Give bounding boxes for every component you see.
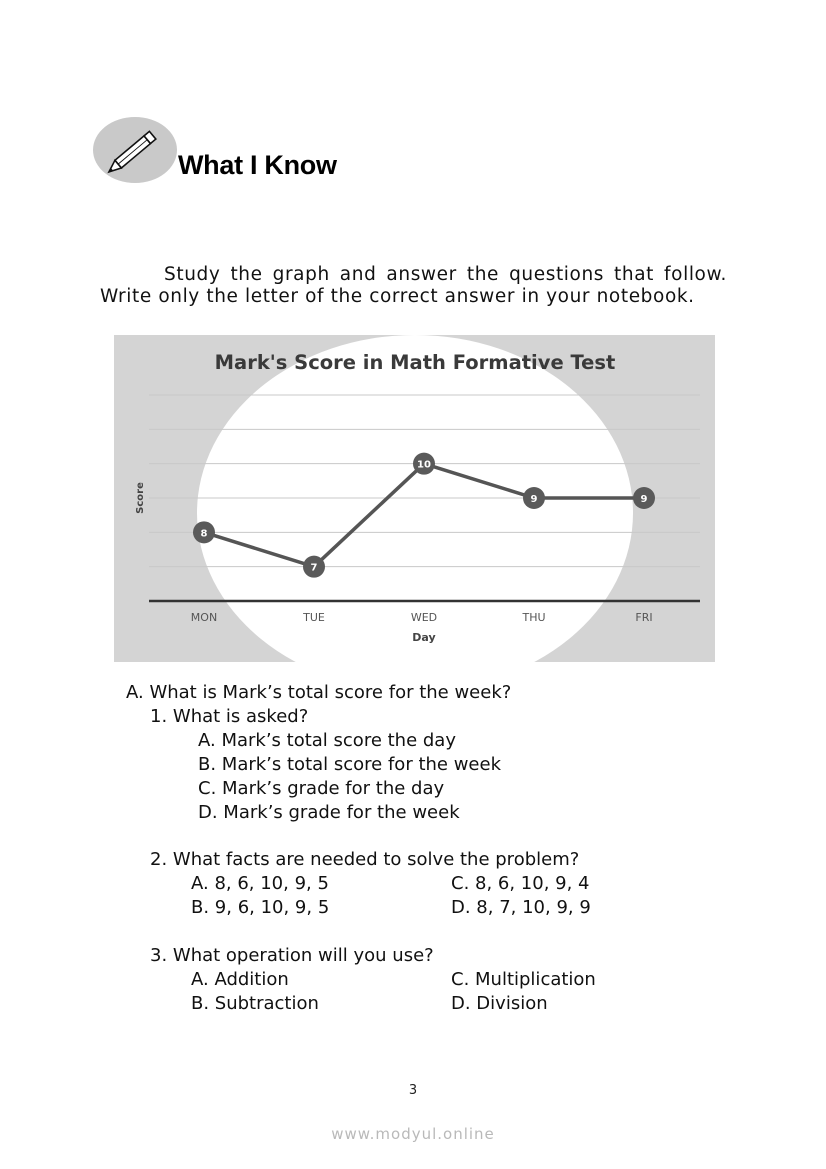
data-label: 8 bbox=[200, 528, 208, 540]
question-3-prompt: 3. What operation will you use? bbox=[150, 945, 434, 966]
chart-title: Mark's Score in Math Formative Test bbox=[214, 351, 616, 374]
pencil-icon bbox=[92, 116, 178, 184]
main-question: A. What is Mark’s total score for the week? bbox=[126, 682, 512, 703]
question-1-option-d: D. Mark’s grade for the week bbox=[198, 802, 460, 823]
question-3-option-a: A. Addition bbox=[191, 969, 289, 990]
page-number: 3 bbox=[408, 1083, 418, 1098]
x-tick-label: THU bbox=[522, 611, 546, 624]
question-1-option-b: B. Mark’s total score for the week bbox=[198, 754, 501, 775]
data-label: 9 bbox=[530, 494, 538, 505]
question-1-option-c: C. Mark’s grade for the day bbox=[198, 778, 445, 799]
watermark: www.modyul.online bbox=[331, 1125, 495, 1143]
x-tick-label: MON bbox=[190, 611, 218, 624]
question-2-option-b: B. 9, 6, 10, 9, 5 bbox=[191, 897, 330, 918]
y-axis-label: Score bbox=[135, 482, 146, 514]
x-tick-label: TUE bbox=[303, 611, 325, 624]
question-2-prompt: 2. What facts are needed to solve the problem? bbox=[150, 849, 580, 870]
question-2-option-a: A. 8, 6, 10, 9, 5 bbox=[191, 873, 329, 894]
question-2-option-d: D. 8, 7, 10, 9, 9 bbox=[451, 897, 591, 918]
data-label: 9 bbox=[640, 494, 648, 505]
instructions-text: Study the graph and answer the questions that follow. Write only the letter of the correct answer in your notebook. bbox=[100, 264, 727, 307]
data-label: 10 bbox=[417, 459, 431, 471]
question-3-option-d: D. Division bbox=[451, 993, 548, 1014]
x-tick-label: WED bbox=[410, 611, 438, 624]
question-1-option-a: A. Mark’s total score the day bbox=[198, 730, 456, 751]
line-chart bbox=[114, 335, 715, 662]
question-2-option-c: C. 8, 6, 10, 9, 4 bbox=[451, 873, 590, 894]
x-tick-label: FRI bbox=[635, 611, 653, 624]
x-axis-label: Day bbox=[412, 631, 436, 644]
data-label: 7 bbox=[310, 562, 318, 574]
section-title: What I Know bbox=[178, 150, 337, 180]
question-3-option-c: C. Multiplication bbox=[451, 969, 596, 990]
question-1-prompt: 1. What is asked? bbox=[150, 706, 309, 727]
question-3-option-b: B. Subtraction bbox=[191, 993, 319, 1014]
